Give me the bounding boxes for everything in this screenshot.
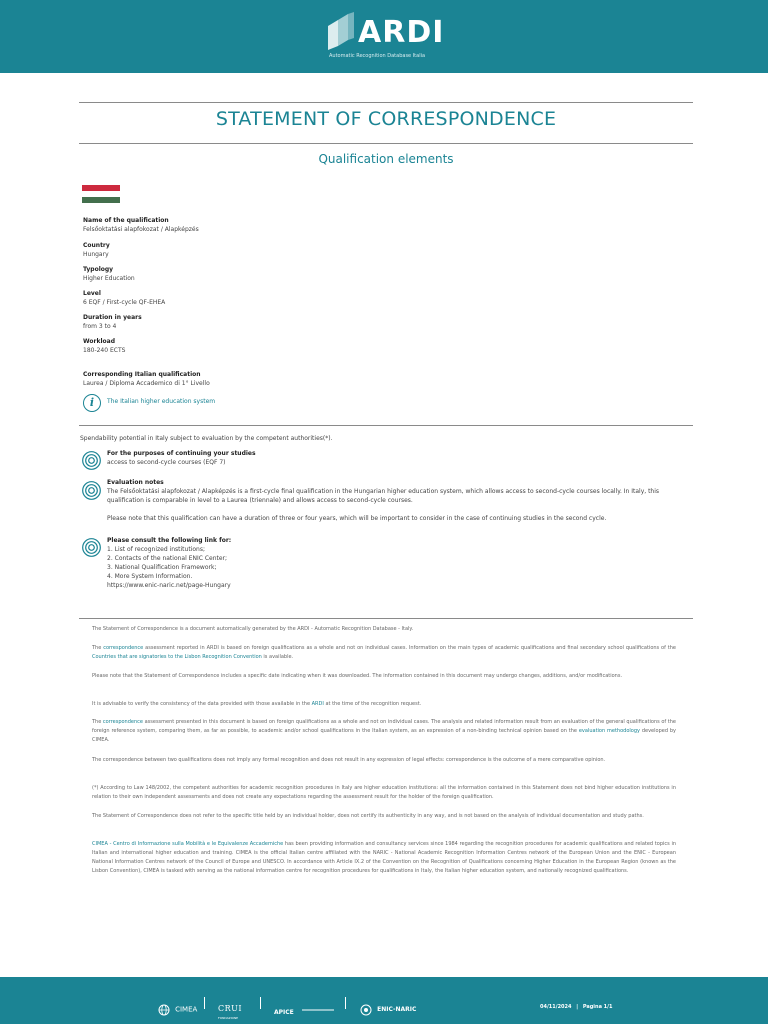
info-icon: i (83, 394, 101, 412)
list-item: 3. National Qualification Framework; (107, 564, 217, 571)
field-value: 6 EQF / First-cycle QF-EHEA (83, 299, 166, 306)
field-workload (83, 337, 125, 355)
crui-logo[interactable] (218, 996, 242, 1020)
lisbon-convention-link[interactable]: Countries that are signatories to the Lisbon Recognition Convention (92, 654, 262, 660)
header-band (0, 0, 768, 73)
field-level (83, 289, 165, 307)
continuing-studies-block (107, 449, 685, 467)
target-icon (82, 481, 101, 500)
field-label: Level (83, 290, 101, 297)
logo-text: ARDI (358, 15, 445, 50)
evaluation-methodology-link[interactable]: evaluation methodology (578, 728, 640, 734)
globe-icon (158, 1004, 170, 1016)
field-duration (83, 313, 142, 331)
field-value: 180-240 ECTS (83, 347, 126, 354)
disclaimer-text: The Statement of Correspondence does not refer to the specific title held by an individual holder, does not certify its authenticity in any way, and is not based on the analysis of individual documentation and study paths. (92, 813, 644, 819)
evaluation-notes-block (107, 478, 685, 523)
field-italian-qualification (83, 370, 210, 388)
disclaimer-text: at the time of the recognition request. (323, 701, 422, 707)
footer-separator (345, 997, 346, 1009)
divider (79, 618, 693, 619)
field-label: Typology (83, 266, 114, 273)
section-subtitle: Qualification elements (318, 152, 454, 166)
disclaimer-text: The correspondence between two qualifications does not imply any formal recognition and does not result in any expression of legal effects: correspondence is the outcome of a mere comparative opinion. (92, 757, 606, 763)
correspondence-link[interactable]: correspondence (103, 645, 144, 651)
disclaimer-paragraph (92, 718, 676, 745)
correspondence-link[interactable]: correspondence (102, 719, 143, 725)
footer-separator (260, 997, 261, 1009)
consult-block (107, 536, 685, 590)
logo-label: APICE (274, 1009, 294, 1016)
field-label: Duration in years (83, 314, 142, 321)
disclaimer-text: The Statement of Correspondence is a document automatically generated by the ARDI - Automatic Recognition Database - Italy. (92, 626, 414, 632)
disclaimer-text: The (92, 719, 103, 725)
disclaimer-text: has been providing information and consultancy services since 1984 regarding the recognition procedures for academic qualifications and related topics in Italian and international higher education and training. CIMEA is the official Italian centre affiliated with the NARIC - National Academic Recognition Information Centres network of the European Union and the ENIC - European National Information Centres network of the Council of Europe and UNESCO. In accordance with Article IX.2 of the Convention on the Recognition of Qualifications concerning Higher Education in the European Region (known as the Lisbon Convention), CIMEA is tasked with serving as the national information centre for recognition procedures for qualifications in Italy, the Italian higher education system, and nationally recognized qualifications. (92, 841, 676, 874)
download-date: 04/11/2024 (540, 1004, 572, 1010)
ardi-link[interactable]: ARDI (311, 701, 324, 707)
field-country (83, 241, 110, 259)
disclaimer-paragraph (92, 625, 676, 634)
footer-date-page: 04/11/2024 | Pagina 1/1 (540, 1004, 613, 1010)
block-text: The Felsőoktatási alapfokozat / Alapképzés is a first-cycle final qualification in the Hungarian higher education system, which allows access to second-cycle courses locally. In Italy, this qualification is comparable in level to a Laurea (triennale) and allows access to second-cycle courses. (107, 488, 660, 504)
field-typology (83, 265, 135, 283)
logo-subtitle: Automatic Recognition Database Italia (329, 53, 426, 59)
disclaimer-text: assessment reported in ARDI is based on foreign qualifications as a whole and not on individual cases. Information on the main types of academic qualifications and final secondary school qualifications of the (143, 645, 676, 651)
field-value: Laurea / Diploma Accademico di 1° Livello (83, 380, 210, 387)
logo-label: CIMEA (175, 1005, 198, 1014)
disclaimer-paragraph (92, 812, 676, 821)
field-label: Name of the qualification (83, 217, 169, 224)
cimea-link[interactable]: CIMEA - Centro di Informazione sulla Mobilità e le Equivalenze Accademiche (92, 841, 284, 847)
field-value: Felsőoktatási alapfokozat / Alapképzés (83, 226, 199, 233)
book-icon (326, 12, 356, 50)
page-number: Pagina 1/1 (582, 1004, 613, 1010)
block-text: Please note that this qualification can have a duration of three or four years, which will be important to consider in the case of continuing studies in the second cycle. (107, 515, 607, 522)
block-label: For the purposes of continuing your studies (107, 450, 256, 457)
divider (79, 425, 693, 426)
disclaimer-text: It is advisable to verify the consistency of the data provided with those available in the (92, 701, 312, 707)
list-item: 1. List of recognized institutions; (107, 546, 205, 553)
document-title: STATEMENT OF CORRESPONDENCE (215, 108, 557, 130)
field-value: Higher Education (83, 275, 135, 282)
network-icon (360, 1004, 372, 1016)
italian-system-link[interactable]: The Italian higher education system (107, 398, 216, 405)
spendability-note: Spendability potential in Italy subject to evaluation by the competent authorities(*). (80, 435, 333, 442)
list-item: 4. More System Information. (107, 573, 193, 580)
disclaimer-text: developed by CIMEA. (92, 728, 676, 743)
field-value: from 3 to 4 (83, 323, 117, 330)
field-qualification-name (83, 216, 199, 234)
divider (79, 102, 693, 103)
divider (79, 143, 693, 144)
disclaimer-paragraph (92, 700, 676, 709)
logo-label: CRUI (218, 1004, 243, 1013)
field-label: Country (83, 242, 110, 249)
field-label: Workload (83, 338, 115, 345)
footer-separator (204, 997, 205, 1009)
block-label: Please consult the following link for: (107, 537, 232, 544)
disclaimer-paragraph (92, 756, 676, 765)
disclaimer-text: is available. (261, 654, 294, 660)
disclaimer-paragraph (92, 644, 676, 662)
disclaimer-text: assessment presented in this document is based on foreign qualifications as a whole and not on individual cases. The analysis and related information result from an evaluation of the general qualifications of the foreign reference system, comparing them, as far as possible, to academic and/or school qualifications in the Italian system, as an expression of a non-binding technical opinion based on the (92, 719, 676, 734)
target-icon (82, 538, 101, 557)
disclaimer-text: Please note that the Statement of Correspondence includes a specific date indicating when it was downloaded. The information contained in this document may undergo changes, additions, and/or modifications. (92, 673, 623, 679)
field-label: Corresponding Italian qualification (83, 371, 201, 378)
enic-naric-link[interactable]: https://www.enic-naric.net/page-Hungary (107, 582, 231, 589)
list-item: 2. Contacts of the national ENIC Center; (107, 555, 228, 562)
block-text: access to second-cycle courses (EQF 7) (107, 459, 226, 466)
disclaimer-paragraph (92, 840, 676, 876)
logo-label: ENIC-NARIC (377, 1006, 417, 1013)
cimea-logo[interactable] (158, 999, 197, 1018)
logo-sublabel: FONDAZIONE (218, 1016, 239, 1020)
block-label: Evaluation notes (107, 479, 164, 486)
apice-logo[interactable] (274, 999, 334, 1018)
disclaimer-text: The (92, 645, 104, 651)
target-icon (82, 451, 101, 470)
enic-naric-logo[interactable] (360, 999, 416, 1018)
disclaimer-text: (*) According to Law 148/2002, the competent authorities for academic recognition procedures in Italy are higher education institutions: all the information contained in this Statement does not bind higher education institutions in relation to their own independent assessments and does not create any expectations regarding the assessment result for the holder of the foreign qualification. (92, 785, 676, 800)
ardi-logo[interactable] (326, 12, 445, 62)
country-flag (82, 185, 120, 203)
disclaimer-paragraph (92, 672, 676, 681)
disclaimer-paragraph (92, 784, 676, 802)
field-value: Hungary (83, 251, 109, 258)
